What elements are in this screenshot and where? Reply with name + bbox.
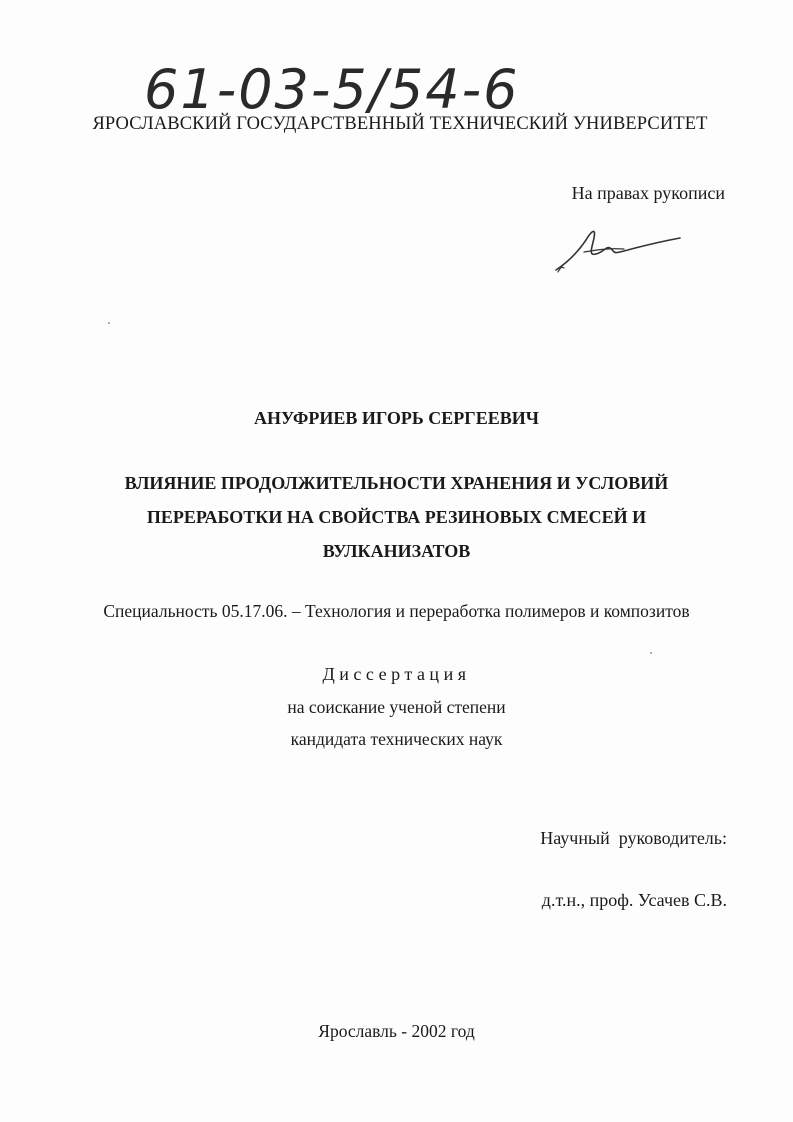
archive-number-svg xyxy=(140,52,560,122)
degree-line-1: на соискание ученой степени xyxy=(287,697,506,717)
archive-number-handwritten xyxy=(140,52,560,122)
author-name: АНУФРИЕВ ИГОРЬ СЕРГЕЕВИЧ xyxy=(254,408,539,428)
supervisor-name: д.т.н., проф. Усачев С.В. xyxy=(541,890,727,910)
archive-number-text: 61-03-5/54-6 xyxy=(144,58,520,121)
title-line: ПЕРЕРАБОТКИ НА СВОЙСТВА РЕЗИНОВЫХ СМЕСЕЙ И xyxy=(146,507,647,527)
document-type: Диссертация xyxy=(322,664,471,684)
specialty-line: Специальность 05.17.06. – Технология и переработка полимеров и композитов xyxy=(103,601,690,621)
degree-line-2: кандидата технических наук xyxy=(290,729,503,749)
dissertation-title xyxy=(90,466,703,568)
title-line: ВЛИЯНИЕ ПРОДОЛЖИТЕЛЬНОСТИ ХРАНЕНИЯ И УСЛОВИЙ xyxy=(124,473,669,493)
manuscript-rights-note: На правах рукописи xyxy=(571,183,725,203)
title-line: ВУЛКАНИЗАТОВ xyxy=(322,541,471,561)
supervisor-label: Научный руководитель: xyxy=(540,828,727,848)
paper-speck xyxy=(650,652,652,654)
paper-speck xyxy=(108,322,110,324)
city-year: Ярославль - 2002 год xyxy=(318,1021,475,1041)
university-name: ЯРОСЛАВСКИЙ ГОСУДАРСТВЕННЫЙ ТЕХНИЧЕСКИЙ УНИВЕРСИТЕТ xyxy=(92,114,708,134)
signature-icon xyxy=(548,222,688,277)
